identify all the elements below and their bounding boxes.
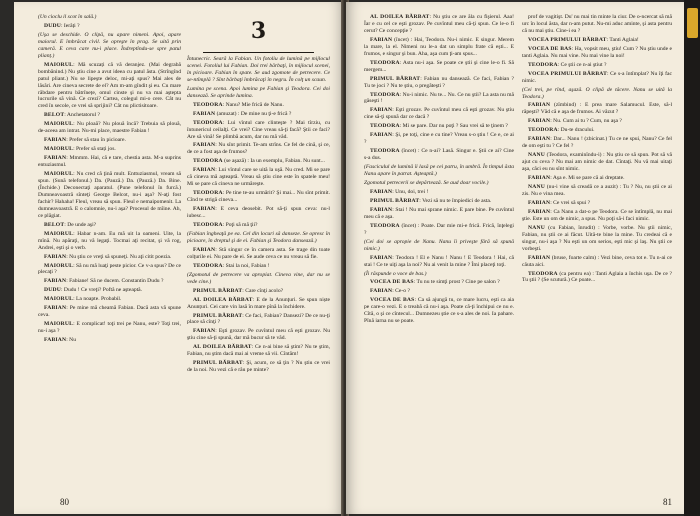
line-text: : Pe tine te-au urmărit? Şi mai... Nu sînt primit. Cînd te strigă cineva...	[187, 190, 330, 204]
dialogue-line	[522, 71, 672, 85]
speaker-name: FABIAN	[370, 206, 393, 213]
speaker-name: TEODORA	[193, 190, 223, 197]
dialogue-line	[38, 155, 181, 169]
dialogue-line	[187, 190, 330, 204]
line-text: : Aşa e. Mi se pare că ai dreptate.	[550, 175, 625, 182]
line-text: (amuzat) : De mine nu ţi-e frică ?	[215, 110, 292, 117]
line-text: : Anchetatorul ?	[64, 112, 101, 119]
dialogue-line	[364, 132, 514, 146]
line-text: (Zgomotul de petrecere va apropiat. Cineva vine, dar nu se vede cine.)	[187, 271, 330, 285]
line-text: : Dar... Nanu ! (zbicinat.) Tu ce ne spui, Nanu? Ce fel de om eşti tu ? Ce fel ?	[522, 136, 672, 150]
line-text: : Ierăți ?	[60, 22, 80, 29]
line-text: (Un cioclu il scot în sală.)	[38, 14, 97, 20]
dialogue-line	[364, 297, 514, 325]
line-text: : Ce vrei să spui ?	[550, 199, 591, 206]
speaker-name: NANU	[528, 224, 545, 231]
speaker-name: TEODORA	[193, 158, 223, 165]
speaker-name: TEODORA	[528, 127, 558, 134]
dialogue-line	[187, 297, 330, 311]
speaker-name: FABIAN	[528, 136, 551, 143]
line-text: (cu Fabian, înrudit) : Vorbe, vorbe. Nu ştii nimic, Fabian, nu ştii ce ai făcut. Uită-te bine la mine. Tu credeai că e singur, nu-i aşa ? Nu eşti un om serios, eşti mic şi laş. Nu ştii ce vorbeşti.	[522, 224, 672, 252]
dialogue-line	[522, 175, 672, 182]
stage-direction	[38, 14, 181, 21]
dialogue-line	[38, 112, 181, 119]
speaker-name: FABIAN	[528, 102, 551, 109]
line-text: : Ha, vopsit meu, ştiu! Cum ? Nu ştiu unde e tanti Aglaia. Nu mai vine. Nu mai vine la noi!	[522, 45, 672, 59]
speaker-name: VOCEA DE BAS	[370, 297, 415, 304]
dialogue-line	[38, 171, 181, 220]
speaker-name: FABIAN	[193, 206, 216, 213]
left-column-2	[187, 12, 330, 490]
stage-direction	[364, 271, 514, 278]
speaker-name: MAIORUL	[44, 146, 74, 153]
dialogue-line	[364, 92, 514, 106]
line-text: : Şi, acum, ce să ţin ? Nu ştiu ce vrei de la noi. Nu vezi că e rău pe minte?	[187, 360, 330, 374]
speaker-name: FABIAN	[370, 188, 393, 195]
dialogue-line	[38, 254, 181, 261]
speaker-name: FABIAN	[370, 36, 393, 43]
dialogue-line	[522, 37, 672, 44]
dialogue-line	[364, 37, 514, 58]
right-column-1	[364, 12, 514, 490]
speaker-name: TEODORA	[370, 91, 400, 98]
line-text: : Stai ! Nu mai sprane nimic. E pare bine. Pe cuvîntul meu că e aşa.	[364, 206, 514, 220]
left-column-1	[38, 12, 181, 490]
speaker-name: PRIMUL BĂRBAT	[193, 312, 243, 319]
line-text: : Teodora ! El e Nanu ! Nanu ! E Teodora ! Hai, că stai ! Ce te uiţi aşa la noi? Nu ai venit la mine ? Îmi placeţi toţi.	[364, 254, 514, 268]
line-text: : Mi se pare. Dar nu poţi ? Sau vrei să te ţinem ?	[399, 123, 508, 130]
line-text: (Fasciculul de lumină îi lasă pe cei patru, în umbră. În timpul ăsta Nanu apare în patrat. Aşteaptă.)	[364, 164, 514, 178]
speaker-name: BELOT	[44, 221, 65, 228]
line-text: Lumina pe scena. Apoi lumina pe Fabian şi Teodora. Cei doi dansează. Se aprinde lumina.	[187, 85, 330, 99]
line-text: : Nu ştiu ce are ăla cu fişierul. Aaa! Îar e cu cel ce eşti grozav. Pe cuvîntul meu că-ţi spun. Ce le-o fi cerut? Ce concepţie ?	[364, 14, 514, 34]
speaker-name: FABIAN	[370, 254, 393, 261]
dialogue-line	[522, 255, 672, 269]
dialogue-line	[38, 278, 181, 285]
dialogue-line	[364, 223, 514, 237]
stage-direction	[187, 56, 330, 84]
line-text: : La noapte. Probabil.	[73, 296, 122, 303]
dialogue-line	[187, 158, 330, 165]
line-text: : Ce n-ai bine să ştim? Nu te ştim, Fabian, nu ştim dacă mai ai vreme să vii. Cîntăm!	[187, 344, 330, 358]
dialogue-line	[522, 127, 672, 134]
dialogue-line	[364, 14, 514, 35]
dialogue-line	[364, 123, 514, 130]
left-page	[14, 2, 344, 514]
speaker-name: DUDU	[44, 287, 61, 294]
speaker-name: FABIAN	[44, 155, 67, 162]
dialogue-line	[364, 279, 514, 286]
scene-number: 3	[250, 18, 267, 44]
speaker-name: FABIAN	[44, 278, 67, 285]
line-text: (bruse, foarte calm) : Vezi bine, ceva tot e. Tu n-ai ce căuta aici.	[522, 254, 672, 268]
dialogue-line	[364, 288, 514, 295]
speaker-name: DUDU	[44, 22, 61, 29]
line-text: (zîmbind) : E prea mare Salamucul. Este, să-l răpeşti? Văd că e aşa de frumos. Ai văzut ?	[522, 102, 672, 116]
dialogue-line	[38, 231, 181, 252]
line-text: : Ca Nanu a dat-o pe Teodora. Ce se întîmplă, nu mai ştie. Este un om de nimic, a spus. Nu poţi să-i faci nimic.	[522, 208, 672, 222]
speaker-name: TEODORA	[370, 148, 400, 155]
page-edge	[684, 0, 700, 516]
speaker-name: FABIAN	[528, 175, 551, 182]
dialogue-line	[38, 296, 181, 303]
dialogue-line	[364, 148, 514, 162]
speaker-name: TEODORA	[193, 119, 223, 126]
dialogue-line	[38, 287, 181, 294]
stage-direction	[364, 164, 514, 178]
line-text: : Care cînţi acolo?	[242, 287, 284, 294]
line-text: (se aşază) : Ia un exemplu, Fabian. Nu sunt...	[222, 158, 325, 165]
speaker-name: VOCEA PRIMULUI BĂRBAT	[528, 36, 607, 43]
line-text: (ca pentru ea) : Tanti Aglaia a închis uşa. De ce ? Tu ştii ? (Se scutură.) Ce poate...	[522, 270, 672, 284]
line-text: : Fabian nu dansează. Ce faci, Fabian ? Tu te joci ? Nu te ştiu, o pregăteşti ?	[364, 75, 514, 89]
dialogue-line	[187, 111, 330, 118]
speaker-name: FABIAN	[528, 118, 551, 125]
speaker-name: MAIORUL	[44, 296, 74, 303]
line-text: Întunecric. Seară la Fabian. Un fotoliu de lumină pe mijlocul scenei. Fotoliul lui Fabian. Doi trei bărbaţi, în mijlocul scenei, în picioare. Fabian în spate. Se aud zgomote de petrecere. Ce se-ntîmplă ? Sînt bărbaţi îmbrăcaţi în negru. În colţ un scaun.	[187, 56, 330, 83]
line-text: (încet) : Ce n-ai? Lasă. Singur e. Ştii ce ai? Cine s-a dus.	[364, 148, 514, 162]
dialogue-line	[364, 198, 514, 205]
right-page	[346, 2, 686, 514]
line-text: : Ce-o ?	[392, 288, 410, 295]
speaker-name: AL DOILEA BĂRBAT	[193, 344, 252, 351]
line-text: (nu-i vine să creadă ce a auzit) : Tu ? Nu, nu ştii ce ai zis. Nu e vina mea.	[522, 184, 672, 197]
speaker-name: TEODORA	[528, 270, 558, 277]
dialogue-line	[38, 121, 181, 135]
line-text: (Fabian îngheaţă pe ea. Cel din locuri să danseze. Se opresc în picioare, în dreptul şi de ei. Fabian şi Teodora dansează.)	[187, 230, 330, 244]
speaker-name: VOCEA PRIMULUI BĂRBAT	[528, 70, 608, 77]
dialogue-line	[522, 118, 672, 125]
line-text: : Nu	[66, 337, 77, 344]
dialogue-line	[187, 328, 330, 342]
dialogue-line	[187, 247, 330, 261]
line-text: : Mmmm. Hai, că e tare, chestia asta. M-a suprins entuziasmul.	[38, 155, 181, 169]
speaker-name: MAIORUL	[44, 121, 74, 128]
line-text: : Eşti grozav. Pe cuvîntul meu că eşti grozav. Nu ştiu cine să-ţi spună, dar mă bucur să te văd.	[187, 328, 330, 342]
dialogue-line	[522, 14, 672, 35]
speaker-name: PRIMUL BĂRBAT	[193, 360, 243, 367]
speaker-name: TEODORA	[193, 222, 223, 229]
speaker-name: AL DOILEA BĂRBAT	[370, 14, 430, 20]
stage-direction	[522, 87, 672, 101]
dialogue-line	[38, 305, 181, 319]
line-text: : Nu ştiu ce vreţi să spuneţi. Nu aţi citit poezia.	[66, 253, 172, 260]
dialogue-line	[522, 46, 672, 60]
line-text: : Prefer să stați jos.	[73, 146, 116, 153]
line-text: (Teodora, examinîndu-i) : Nu ştiu ce să spun. Pot să vă ajut cu ceva ? Nu mai am nimic de dat. Cîntaţi. Nu vă mai uitaţi aşa, căci eu nu sînt nimic.	[522, 152, 672, 173]
speaker-name: FABIAN	[44, 253, 67, 260]
speaker-name: BELOT	[44, 112, 65, 119]
line-text: : Pe mine mă cheamă Fabian. Dacă asta vă spune ceva.	[38, 305, 181, 319]
line-text: : Nu sînt primit. Te-am strîns. Ce fel de cină, şi ce, de ce a fost aşa de frumos?	[187, 142, 330, 156]
line-text: : Nu. Cum ai tu ? Cum, nu aşa ?	[550, 118, 622, 125]
dialogue-line	[187, 142, 330, 156]
dialogue-line	[187, 222, 330, 229]
line-text: : Lui vîntul care clinteşte ? Mai tîrziu, cu întunericul ceilalţi. Ce vrei? Cine vreau să-ţi facă? Ştii ce faci? Are să vină! Se plimbă acum, dar nu mă văd.	[187, 119, 330, 140]
page-number-right: 81	[663, 497, 672, 507]
dialogue-line	[187, 288, 330, 295]
line-text: (Uşa se deschide. O clipă, nu apare nimeni. Apoi, apare maiorul. E îmbrăcat civil. Se opreşte în prag. Se uită prin cameră. E ceva care nu-i place. Îndreptîndu-se spre patul plianț.)	[38, 31, 181, 59]
line-text: : Stă singur ce în camera asta. Se trage din toate colţurile ei. Nu pare de ei. Se aude ceva ce nu vreau să fie.	[187, 246, 330, 260]
page-number-left: 80	[60, 497, 69, 507]
speaker-name: TEODORA	[370, 222, 400, 229]
speaker-name: FABIAN	[528, 254, 551, 261]
dialogue-line	[38, 263, 181, 277]
line-text: : Tu nu te simţi prost ? Cine pe salon ?	[413, 279, 500, 286]
line-text: : Ce s-a întîmplat? Nu îţi fac nimic.	[522, 70, 672, 84]
speaker-name: FABIAN	[193, 142, 216, 149]
line-text: (încet) : Hai, Teodora. Nu-i nimic. E singur. Merem la mare, la el. Nimeni nu le-a dat un simplu frate că eşti... E frumos, e singur şi bun. Aha, aşa cum ţi-am spus...	[364, 36, 514, 57]
speaker-name: FABIAN	[370, 132, 393, 139]
speaker-name: TEODORA	[370, 123, 400, 130]
speaker-name: MAIORUL	[44, 61, 74, 68]
speaker-name: PRIMUL BĂRBAT	[370, 75, 421, 82]
dialogue-line	[187, 167, 330, 188]
line-text: : Şi, pe toţi, cine e cu tine? Vreau s-o ştiu ! Ce e, ce ai ?	[364, 132, 514, 146]
line-text: (Cei trei, pe rînd, aşază. O clipă de tăcere. Nanu se uită la Teodora.)	[522, 86, 672, 100]
speaker-name: FABIAN	[193, 246, 216, 253]
dialogue-line	[522, 152, 672, 173]
speaker-name: VOCEA DE BAS	[370, 279, 414, 286]
line-text: : Habar n-am. Eu mă uit la oameni. Uite, la mînă. Nu apăraţi, nu vă legaţi. Tocmai aţi recitat, şi vă rog, Andrei, eşti şi o verb.	[38, 230, 181, 251]
speaker-name: TEODORA	[370, 59, 400, 66]
dialogue-line	[522, 225, 672, 253]
speaker-name: NANU	[528, 184, 545, 191]
line-text: (Îi răspunde o voce de bas.)	[364, 270, 427, 277]
line-text: : Unu, doi, trei !	[392, 188, 429, 195]
line-text: : Asta nu-i aşa. Se poate ce ştii şi cine le-o fi. Să mergem...	[364, 59, 514, 73]
dialogue-line	[522, 136, 672, 150]
speaker-name: FABIAN	[44, 337, 67, 344]
stage-direction	[187, 231, 330, 245]
dialogue-line	[364, 107, 514, 121]
dialogue-line	[522, 271, 672, 285]
line-text: : Du-te dracului.	[557, 127, 595, 134]
line-text: (Cei doi se apropie de Nanu. Nanu îi priveşte fără să spună nimic.)	[364, 238, 514, 252]
line-text: : Nu cred că ţină mult. Enttuziasmul, vream să spun. (Sună telefonul.) Da. (Pauză.) Da. (Pauză.) Da. Bine. (Închide.) Deconectaţi aparatul. (Pune telefonul în furcă.) Dumneavoastră sînteţi George Belcot, nu-i aşa? N-aţi fost fachir? Hahaha! Fleul, vreau să spun. Fleul e nemaipomenit. La dumneavoastră. E o calomnie, nu-i aşa? Procesul de mîine. Ah, ce plăgiat.	[38, 171, 181, 219]
speaker-name: FABIAN	[370, 288, 393, 295]
dialogue-line	[38, 146, 181, 153]
speaker-name: MAIORUL	[44, 321, 74, 328]
line-text: : Dudu ! Ce vreţi? Poftă ne aşteaptă.	[60, 287, 143, 294]
line-text: : Lui vîntul care se uită la uşă. Nu cred. Mi se pare că cineva mă aşteaptă. Vreau să ştiu cine este în spatele meu! Mi se pare că cineva ne urmăreşte.	[187, 167, 330, 188]
dialogue-line	[38, 222, 181, 229]
speaker-name: FABIAN	[528, 208, 551, 215]
dialogue-line	[187, 263, 330, 270]
speaker-name: TEODORA	[528, 61, 558, 68]
speaker-name: FABIAN	[370, 107, 393, 114]
speaker-name: MAIORUL	[44, 230, 74, 237]
dialogue-line	[187, 360, 330, 374]
dialogue-line	[364, 60, 514, 74]
stage-direction	[187, 86, 330, 100]
dialogue-line	[364, 207, 514, 221]
dialogue-line	[38, 321, 181, 335]
dialogue-line	[187, 344, 330, 358]
speaker-name: PRIMUL BĂRBAT	[193, 287, 243, 294]
line-text: : Ce faci, Fabian? Dansezi? De ce nu-ţi place să cînţi ?	[187, 312, 330, 326]
line-text: : Fabiane! Să ne ducem. Constantin Dudu ?	[66, 278, 164, 285]
dialogue-line	[522, 184, 672, 198]
dialogue-line	[187, 120, 330, 141]
line-text: (încet) : Poate. Dar mie mi-e frică. Frică, înţelegi ?	[364, 222, 514, 236]
dialogue-line	[364, 255, 514, 269]
line-text: : E de la Anunţuri. Se spun niște Anunțuri. Cei care vin lasă în mare pînă la închidere.	[187, 296, 330, 310]
line-text: : Mă scuzați că vă deranjez. (Mai degrabă bombănind.) Nu ştiu cine a avut ideea cu patul ăsta. (Strîngînd patul pliant.) Nu se lipeşte deloc, mi-aţi spus? Mai ales de lăsări. Are cineva secrete de el? Am m-am gîndit şi eu. Cu mare răbdare pentru bătrînețe, omul cinste şi nu va mai aştepta lucrurile să vină. Ce crezi? Cartea, colegul mi-o cere. Cât nu cred în secole, ce vrei să sprijini? Cât nu plictisitoare.	[38, 61, 181, 110]
speaker-name: FABIAN	[44, 137, 67, 144]
line-text: : Nanu? Mie frică de Nanu.	[222, 101, 284, 108]
dialogue-line	[187, 313, 330, 327]
left-column-2-text	[187, 56, 330, 374]
dialogue-line	[522, 102, 672, 116]
line-text: : Ca să ajungă tu, ce mare lucru, eşti ca aia pe care-o vezi. E o treabă că nu-i aşa. Poate că-ţi închipui ce nu e. Cîtă, o şi ce cîntecul... Dumnezeu ştie ce s-a ales de noi. Ia pahare. Pînă iarna nu se poate.	[364, 297, 514, 325]
dialogue-line	[522, 209, 672, 223]
bookmark-tab	[687, 8, 698, 38]
stage-direction	[38, 32, 181, 60]
line-text: : Nu ploaă? Nu plouă încă? Trebuia să plouă, de-aceea am intrat. Nu-mi place, maestre Fabian !	[38, 121, 181, 135]
speaker-name: FABIAN	[44, 305, 67, 312]
speaker-name: FABIAN	[193, 167, 216, 174]
dialogue-line	[522, 62, 672, 69]
line-text: : Prefer să stau în picioare.	[66, 137, 126, 144]
speaker-name: VOCEA DE BAS	[528, 45, 572, 52]
dialogue-line	[38, 337, 181, 344]
dialogue-line	[38, 23, 181, 30]
stage-direction	[187, 272, 330, 286]
dialogue-line	[38, 137, 181, 144]
speaker-name: NANU	[528, 152, 545, 159]
line-text: : Să nu mă luaţi peste picior. Ce v-a spus? De ce plecaţi ?	[38, 262, 181, 276]
speaker-name: MAIORUL	[44, 262, 74, 269]
line-text: : De unde aşi?	[64, 221, 97, 228]
right-column-2	[522, 12, 672, 490]
dialogue-line	[364, 76, 514, 90]
dialogue-line	[38, 62, 181, 111]
scene-divider	[203, 52, 314, 53]
dialogue-line	[187, 206, 330, 220]
dialogue-line	[522, 200, 672, 207]
line-text: : E ceva deosebit. Pot să-ţi spun ceva: nu-l iubesc...	[187, 206, 330, 220]
line-text: : Poţi să mă ţii?	[222, 222, 258, 229]
speaker-name: TEODORA	[193, 101, 223, 108]
line-text: : Tanti Aglaia!	[606, 36, 639, 43]
line-text: : Stai la noi, Fabian !	[222, 262, 270, 269]
line-text: : E complicat! toţi trei pe Nanu, este? Toţi trei, nu-i aşa ?	[38, 321, 181, 335]
stage-direction	[364, 180, 514, 187]
line-text: : Ce ştii ce n-ai ştiut ?	[557, 61, 607, 68]
stage-direction	[364, 239, 514, 253]
line-text: : Eşti grozav. Pe cuvîntul meu că eşti grozav. Nu ştiu cine să-ţi spună dar ce dacă ?	[364, 107, 514, 121]
dialogue-line	[364, 189, 514, 196]
dialogue-line	[187, 102, 330, 109]
speaker-name: FABIAN	[193, 110, 216, 117]
speaker-name: AL DOILEA BĂRBAT	[193, 296, 253, 303]
speaker-name: MAIORUL	[44, 171, 74, 178]
line-text: prof de vagitişt. Du' nu mai tin minte la ciur. De o-ncercat să mă urc în locul ăsta, dar n-am putut. Nu-mi aduc aminte, şi asta pentru că nu mai ştiu. Cine-i ea ?	[522, 14, 672, 34]
speaker-name: PRIMUL BĂRBAT	[370, 197, 420, 204]
speaker-name: FABIAN	[528, 199, 551, 206]
line-text: : Vezi să nu te împiedici de asta.	[419, 197, 492, 204]
line-text: : Nu-i nimic. Nu te... Nu. Ce nu ştii? La asta nu mă găseşti !	[364, 91, 514, 105]
speaker-name: TEODORA	[193, 262, 223, 269]
speaker-name: FABIAN	[193, 328, 216, 335]
line-text: Zgomotul petrecerii se depărtează. Se aud doar vocile.)	[364, 180, 489, 187]
